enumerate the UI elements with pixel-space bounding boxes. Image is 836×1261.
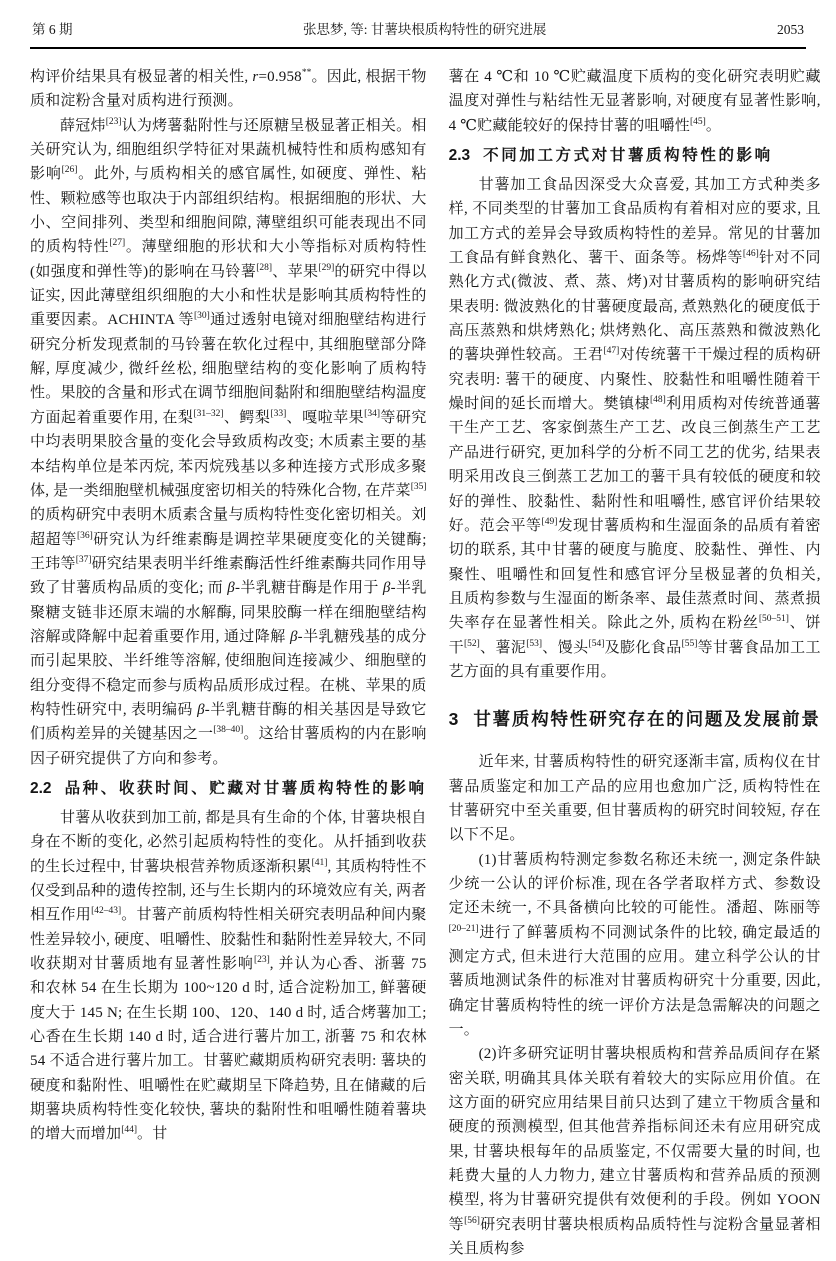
paragraph: 薯在 4 ℃和 10 ℃贮藏温度下质构的变化研究表明贮藏温度对弹性与粘结性无显著影响, 对硬度有显著性影响, 4 ℃贮藏能较好的保持甘薯的咀嚼性[45]。 <box>448 69 821 134</box>
column-left <box>30 65 427 1261</box>
column-right <box>449 65 821 1261</box>
issue-label: 第 6 期 <box>32 22 73 37</box>
section-heading <box>30 776 427 802</box>
paragraph: 构评价结果具有极显著的相关性, r=0.958**。因此, 根据干物质和淀粉含量对质构进行预测。 <box>30 68 427 110</box>
paragraph: 甘薯从收获到加工前, 都是具有生命的个体, 甘薯块根自身在不断的变化, 必然引起质构特性的变化。从扦插到收获的生长过程中, 甘薯块根营养物质逐渐积累[41], 其质构特性不仅受到品种的遗传控制, 还与生长期内的环境效应有关, 两者相互作用[42–43]。甘薯产前质构特性相关研究表明品种间内聚性差异较小, 硬度、咀嚼性、胶黏性和黏附性差异较大, 不同收获期对甘薯质地有显著性影响[23], 并认为心香、浙薯 75 和农林 54 在生长期为 100~120 d 时, 适合淀粉加工, 鲜薯硬度大于 145 N; 在生长期 100、120、140 d 时, 适合烤薯加工; 心香在生长期 140 d 时, 适合进行薯片加工, 浙薯 75 和农林 54 不适合进行薯片加工。甘薯贮藏期质构研究表明: 薯块的硬度和黏附性、咀嚼性在贮藏期呈下降趋势, 且在储藏的后期薯块质构特性变化较快, 薯块的黏附性和咀嚼性随着薯块的增大而增加[44]。甘 <box>30 809 427 1143</box>
header-rule <box>30 47 806 49</box>
section-number: 2.3 <box>448 147 471 165</box>
page-header <box>30 12 806 47</box>
paragraph: 近年来, 甘薯质构特性的研究逐渐丰富, 质构仪在甘薯品质鉴定和加工产品的应用也愈加广泛, 质构特性在甘薯研究中至关重要, 但甘薯质构的研究时间较短, 存在以下不足。 <box>448 754 821 844</box>
page-number: 2053 <box>777 22 804 37</box>
section-title: 甘薯质构特性研究存在的问题及发展前景 <box>473 709 821 730</box>
section-number: 3 <box>448 709 459 730</box>
section-title: 品种、收获时间、贮藏对甘薯质构特性的影响 <box>64 779 427 797</box>
paragraph: (2)许多研究证明甘薯块根质构和营养品质间存在紧密关联, 明确其具体关联有着较大的实际应用价值。在这方面的研究应用结果目前只达到了建立干物质含量和硬度的预测模型, 但其他营养指标间还未有应用研究成果, 甘薯块根每年的品质鉴定, 不仅需要大量的时间, 也耗费大量的人力物力, 建立甘薯质构和营养品质的预测模型, 将为甘薯研究提供有效便利的手段。例如 YOON 等[56]研究表明甘薯块根质构品质特性与淀粉含量显著相关且质构参 <box>448 1046 821 1258</box>
article-body <box>30 65 821 1261</box>
running-title: 张思梦, 等: 甘薯块根质构特性的研究进展 <box>303 22 547 37</box>
section-title: 不同加工方式对甘薯质构特性的影响 <box>483 147 773 165</box>
paragraph: (1)甘薯质构特测定参数名称还未统一, 测定条件缺少统一公认的评价标准, 现在各学者取样方式、参数设定还未统一, 不具备横向比较的可能性。潘超、陈丽等[20–21]进行了鲜薯质构不同测试条件的比较, 确定最适的测定方式, 但未进行大范围的应用。建立科学公认的甘薯质地测试条件的标准对甘薯质构研究十分重要, 因此, 确定甘薯质构特性的统一评价方法是急需解决的问题之一。 <box>448 851 821 1039</box>
section-heading <box>449 705 821 733</box>
section-number: 2.2 <box>30 779 52 797</box>
paragraph: 甘薯加工食品因深受大众喜爱, 其加工方式种类多样, 不同类型的甘薯加工食品质构有着相对应的要求, 且加工方式的差异会导致质构特性的差异。常见的甘薯加工食品有鲜食熟化、薯干、面条等。杨烨等[46]针对不同熟化方式(微波、煮、蒸、烤)对甘薯质构的影响研究结果表明: 微波熟化的甘薯硬度最高, 煮熟熟化的硬度低于高压蒸熟和烘烤熟化; 烘烤熟化、高压蒸熟和微波熟化的薯块弹性较高。王君[47]对传统薯干干燥过程的质构研究表明: 薯干的硬度、内聚性、胶黏性和咀嚼性随着干燥时间的延长而增大。樊镇棣[48]利用质构对传统普通薯干生产工艺、客家倒蒸生产工艺、改良三倒蒸生产工艺产品进行研究, 更加科学的分析不同工艺的优劣, 结果表明采用改良三倒蒸工艺加工的薯干具有较低的硬度和较好的弹性、胶黏性、黏附性和咀嚼性, 感官评价结果较好。范会平等[49]发现甘薯质构和生湿面条的品质有着密切的联系, 其中甘薯的硬度与脆度、胶黏性、弹性、内聚性、咀嚼性和回复性和感官评分呈极显著的负相关, 且质构参数与生湿面的断条率、最佳蒸煮时间、蒸煮损失率存在显著性相关。除此之外, 质构在粉丝[50–51]、饼干[52]、薯泥[53]、馒头[54]及膨化食品[55]等甘薯食品加工工艺方面的具有重要作用。 <box>448 177 821 680</box>
section-heading <box>449 143 821 169</box>
paragraph: 薛冠炜[23]认为烤薯黏附性与还原糖呈极显著正相关。相关研究认为, 细胞组织学特征对果蔬机械特性和质构感知有影响[26]。此外, 与质构相关的感官属性, 如硬度、弹性、粘性、颗粒感等也取决于内部组织结构。根据细胞的形状、大小、空间排列、类型和细胞间隙, 薄壁组织可能表现出不同的质构特性[27]。薄壁细胞的形状和大小等指标对质构特性(如强度和弹性等)的影响在马铃薯[28]、苹果[29]的研究中得以证实, 因此薄壁组织细胞的大小和性状是影响其质构特性的重要因素。ACHINTA 等[30]通过透射电镜对细胞壁结构进行研究分析发现煮制的马铃薯在软化过程中, 其细胞壁部分降解, 厚度减少, 微纤丝松, 细胞壁结构的变化影响了质构特性。果胶的含量和形式在调节细胞间黏附和细胞壁结构温度方面起着重要作用, 在梨[31–32]、鳄梨[33]、嘎啦苹果[34]等研究中均表明果胶含量的变化会导致质构改变; 木质素主要的基本结构单位是苯丙烷, 苯丙烷残基以多种连接方式形成多聚体, 是一类细胞壁机械强度密切相关的特殊化合物, 在芹菜[35]的质构研究中表明木质素含量与质构特性变化密切相关。刘超超等[36]研究认为纤维素酶是调控苹果硬度变化的关键酶; 王玮等[37]研究结果表明半纤维素酶活性纤维素酶共同作用导致了甘薯质构品质的变化; 而 β-半乳糖苷酶是作用于 β-半乳聚糖支链非还原末端的水解酶, 同果胶酶一样在细胞壁结构溶解或降解中起着重要作用, 通过降解 β-半乳糖残基的成分而引起果胶、半纤维等溶解, 使细胞间连接减少、细胞壁的组分变得不稳定而参与质构品质形成过程。在桃、苹果的质构特性研究中, 表明编码 β-半乳糖苷酶的相关基因是导致它们质构差异的关键基因之一[38–40]。这给甘薯质构的内在影响因子研究提供了方向和参考。 <box>30 116 427 767</box>
